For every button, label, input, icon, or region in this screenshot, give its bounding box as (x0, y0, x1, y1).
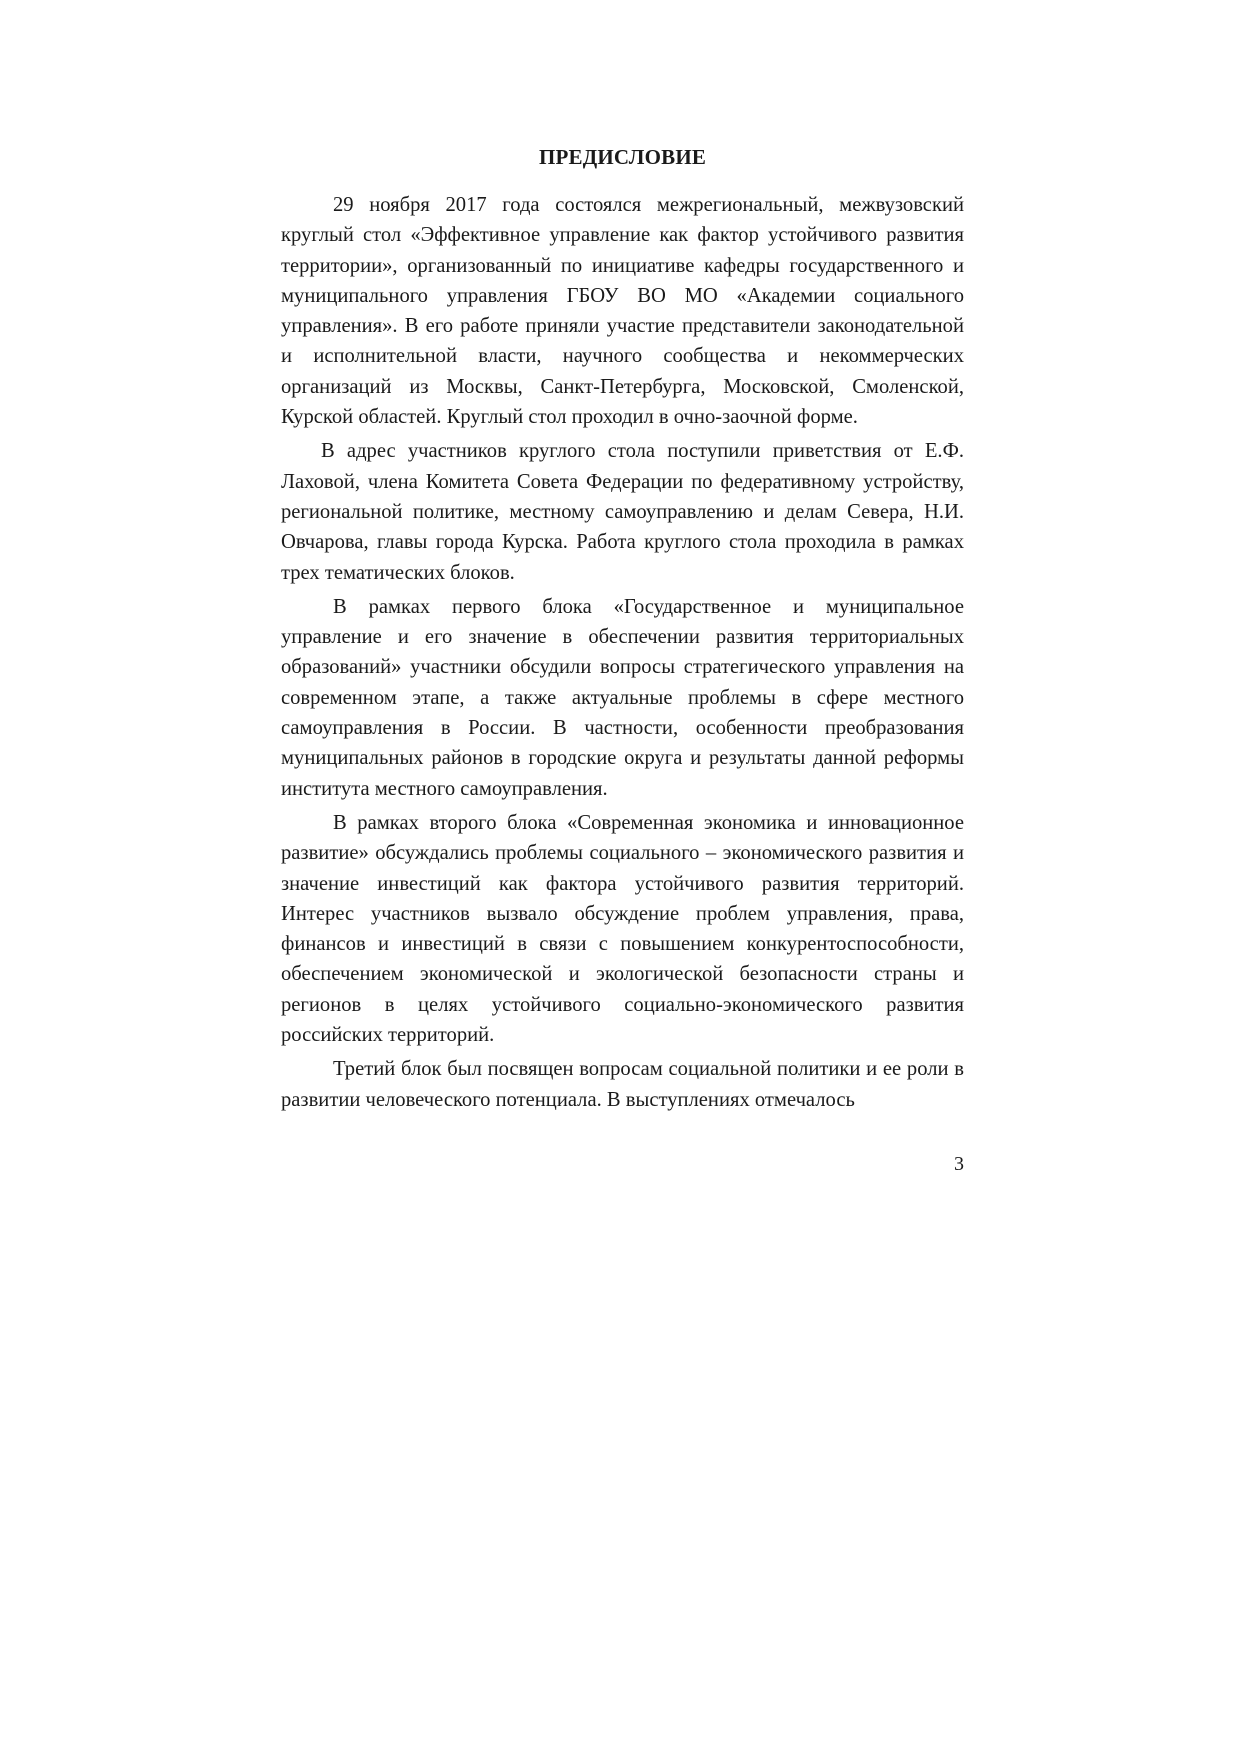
paragraph-second-block: В рамках второго блока «Современная экономика и инновационное развитие» обсуждались проблемы социального – экономического развития и значение инвестиций как фактора устойчивого развития территорий. Интерес участников вызвало обсуждение проблем управления, права, финансов и инвестиций в связи с повышением конкурентоспособности, обеспечением экономической и экологической безопасности страны и регионов в целях устойчивого социально-экономического развития российских территорий. (281, 811, 964, 1047)
page-content (281, 142, 964, 1115)
paragraph-intro: 29 ноября 2017 года состоялся межрегиональный, межвузовский круглый стол «Эффективное управление как фактор устойчивого развития территории», организованный по инициативе кафедры государственного и муниципального управления ГБОУ ВО МО «Академии социального управления». В его работе приняли участие представители законодательной и исполнительной власти, научного сообщества и некоммерческих организаций из Москвы, Санкт-Петербурга, Московской, Смоленской, Курской областей. Круглый стол проходил в очно-заочной форме. (281, 194, 964, 429)
paragraph-third-block: Третий блок был посвящен вопросам социальной политики и ее роли в развитии человеческого потенциала. В выступлениях отмечалось (281, 1058, 964, 1111)
page-title: ПРЕДИСЛОВИЕ (538, 145, 707, 169)
page-number: 3 (954, 1153, 964, 1175)
paragraph-greetings: В адрес участников круглого стола поступили приветствия от Е.Ф. Лаховой, члена Комитета Совета Федерации по федеративному устройству, региональной политике, местному самоуправлению и делам Севера, Н.И. Овчарова, главы города Курска. Работа круглого стола проходила в рамках трех тематических блоков. (281, 440, 964, 584)
paragraph-first-block: В рамках первого блока «Государственное и муниципальное управление и его значение в обеспечении развития территориальных образований» участники обсудили вопросы стратегического управления на современном этапе, а также актуальные проблемы в сфере местного самоуправления в России. В частности, особенности преобразования муниципальных районов в городские округа и результаты данной реформы института местного самоуправления. (281, 595, 964, 800)
